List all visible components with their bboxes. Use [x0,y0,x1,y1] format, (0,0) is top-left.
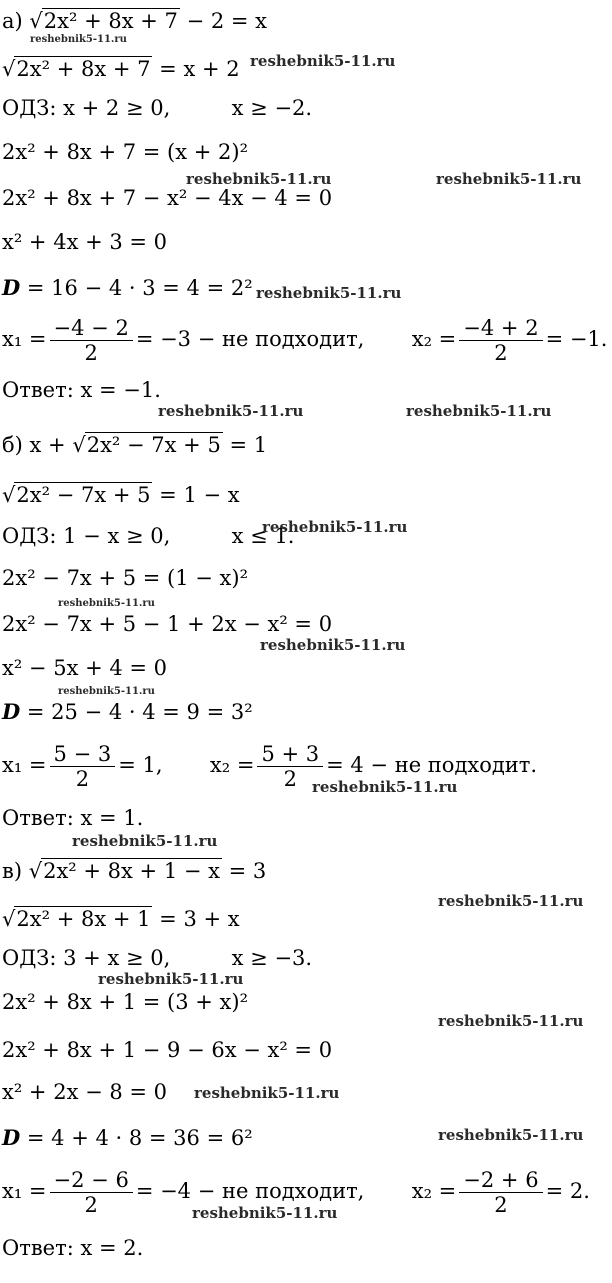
odz-condition: x + 2 ≥ 0, [63,96,171,120]
watermark: reshebnik5-11.ru [58,686,155,697]
root2-label: x₂ = [411,327,457,351]
watermark: reshebnik5-11.ru [98,970,244,988]
root2-label: x₂ = [209,753,255,777]
part-a-line6: x² + 4x + 3 = 0 [2,230,168,254]
root1-result: = −3 − не подходит, [135,327,365,351]
sqrt-sign: √ [28,859,43,883]
odz-condition: 3 + x ≥ 0, [63,946,171,970]
numerator: −2 + 6 [459,1168,542,1193]
watermark: reshebnik5-11.ru [158,402,304,420]
root1-label: x₁ = [2,1179,47,1203]
root1-result: = −4 − не подходит, [135,1179,365,1203]
root1-label: x₁ = [2,753,47,777]
watermark: reshebnik5-11.ru [312,778,458,796]
sqrt-radicand: 2x² + 8x + 1 − x [43,859,220,883]
root2-label: x₂ = [411,1179,457,1203]
part-a-line4: 2x² + 8x + 7 = (x + 2)² [2,140,248,164]
part-a-odz [2,96,312,120]
equation-rest: − 2 = x [186,9,267,33]
denominator: 2 [494,1193,508,1217]
odz-label: ОДЗ: [2,524,57,548]
denominator: 2 [283,767,297,791]
disc-expression: = 4 + 4 · 8 = 36 = 6² [26,1126,253,1150]
watermark: reshebnik5-11.ru [58,598,155,609]
odz-label: ОДЗ: [2,946,57,970]
part-b-odz [2,524,294,548]
part-b-discriminant [2,700,253,724]
disc-symbol: D [2,1125,21,1150]
root2-result: = −1. [545,327,608,351]
disc-symbol: D [2,275,21,300]
part-b-line6: x² − 5x + 4 = 0 [2,656,168,680]
root1-fraction [50,1168,133,1217]
numerator: 5 + 3 [257,742,323,767]
watermark: reshebnik5-11.ru [262,518,408,536]
watermark: reshebnik5-11.ru [256,284,402,302]
part-c-discriminant [2,1126,253,1150]
root2-result: = 4 − не подходит. [326,753,538,777]
part-c-line6: x² + 2x − 8 = 0 [2,1080,168,1104]
equation-rest: = x + 2 [159,57,240,81]
odz-result: x ≥ −3. [231,946,313,970]
disc-symbol: D [2,699,21,724]
sqrt-radicand: 2x² + 8x + 1 [16,907,151,931]
part-a-equation [2,8,267,33]
part-label: б) x + [2,433,66,457]
sqrt-sign: √ [2,483,16,507]
equation-rest: = 3 + x [159,907,240,931]
part-b-answer: Ответ: x = 1. [2,806,144,830]
sqrt-sign: √ [72,433,86,457]
watermark: reshebnik5-11.ru [438,1126,584,1144]
disc-expression: = 25 − 4 · 4 = 9 = 3² [26,700,253,724]
watermark: reshebnik5-11.ru [438,892,584,910]
sqrt-sign: √ [29,9,43,33]
numerator: 5 − 3 [50,742,116,767]
sqrt-radicand: 2x² − 7x + 5 [16,483,151,507]
sqrt-sign: √ [2,57,16,81]
equation-rest: = 3 [228,859,267,883]
numerator: −2 − 6 [50,1168,133,1193]
sqrt-radicand: 2x² + 8x + 7 [43,9,178,33]
root2-fraction [459,1168,542,1217]
odz-condition: 1 − x ≥ 0, [63,524,171,548]
watermark: reshebnik5-11.ru [250,52,396,70]
sqrt-radicand: 2x² − 7x + 5 [86,433,221,457]
part-c-odz [2,946,312,970]
watermark: reshebnik5-11.ru [192,1204,338,1222]
sqrt-sign: √ [2,907,16,931]
equation-rest: = 1 − x [159,483,240,507]
part-b-equation [2,432,267,457]
watermark: reshebnik5-11.ru [406,402,552,420]
part-b-line5: 2x² − 7x + 5 − 1 + 2x − x² = 0 [2,612,333,636]
part-a-line2 [2,56,240,81]
root1-label: x₁ = [2,327,47,351]
root2-fraction [459,316,542,365]
denominator: 2 [494,341,508,365]
watermark: reshebnik5-11.ru [260,636,406,654]
denominator: 2 [84,1193,98,1217]
watermark: reshebnik5-11.ru [438,1012,584,1030]
sqrt-radicand: 2x² + 8x + 7 [16,57,151,81]
equation-rest: = 1 [229,433,268,457]
part-a-discriminant [2,276,253,300]
root1-result: = 1, [118,753,163,777]
part-c-line5: 2x² + 8x + 1 − 9 − 6x − x² = 0 [2,1038,333,1062]
part-a-roots [2,316,607,365]
part-label: а) [2,9,23,33]
part-label: в) [2,859,23,883]
part-c-line4: 2x² + 8x + 1 = (3 + x)² [2,990,248,1014]
numerator: −4 − 2 [50,316,133,341]
part-b-line2 [2,482,240,507]
watermark: reshebnik5-11.ru [186,170,332,188]
part-b-line4: 2x² − 7x + 5 = (1 − x)² [2,566,248,590]
part-c-equation [2,858,266,883]
odz-result: x ≤ 1. [231,524,295,548]
watermark: reshebnik5-11.ru [72,832,218,850]
odz-result: x ≥ −2. [231,96,313,120]
part-a-answer: Ответ: x = −1. [2,378,161,402]
root1-fraction [50,316,133,365]
numerator: −4 + 2 [459,316,542,341]
disc-expression: = 16 − 4 · 3 = 4 = 2² [26,276,253,300]
watermark: reshebnik5-11.ru [194,1084,340,1102]
root1-fraction [50,742,116,791]
part-a-line5: 2x² + 8x + 7 − x² − 4x − 4 = 0 [2,186,333,210]
part-c-line2 [2,906,240,931]
denominator: 2 [75,767,90,791]
watermark: reshebnik5-11.ru [436,170,582,188]
odz-label: ОДЗ: [2,96,57,120]
part-c-answer: Ответ: x = 2. [2,1236,144,1260]
root2-result: = 2. [545,1179,590,1203]
watermark: reshebnik5-11.ru [30,34,127,45]
denominator: 2 [84,341,98,365]
